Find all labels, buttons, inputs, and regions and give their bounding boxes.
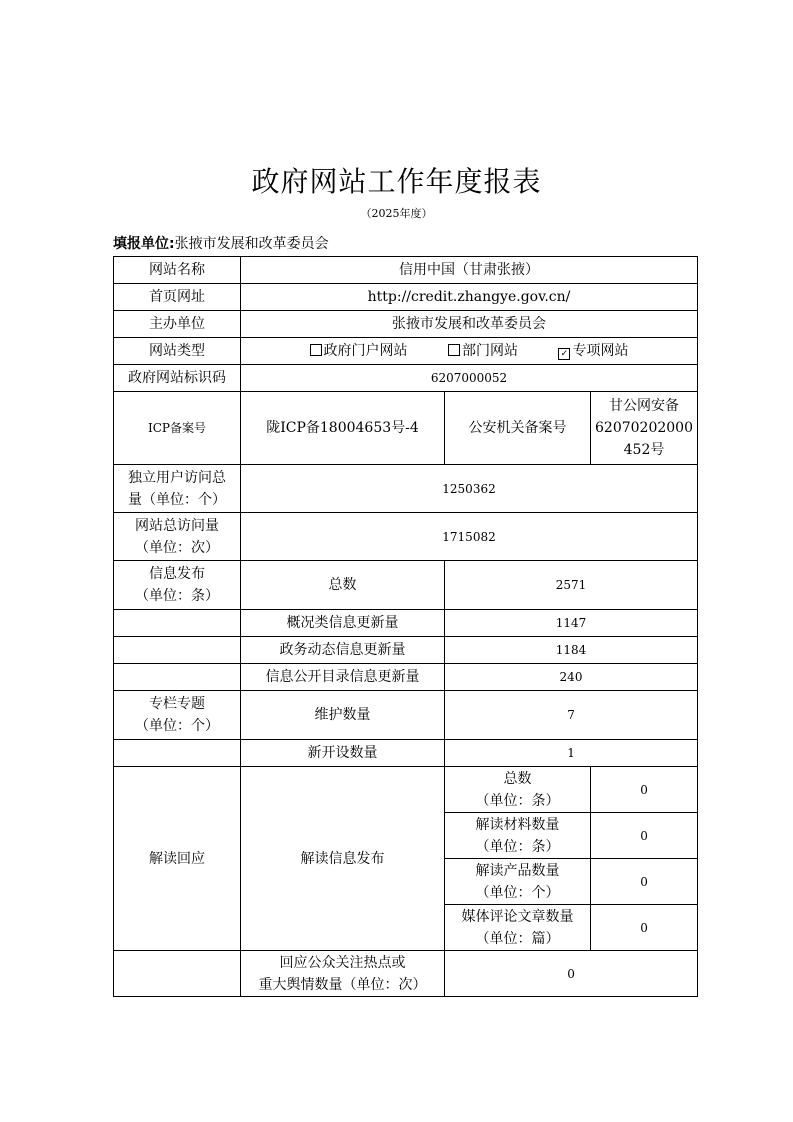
info-catalog-label: 信息公开目录信息更新量 xyxy=(241,664,445,691)
interp-label-line: （单位：条） xyxy=(475,838,560,855)
site-id-label: 政府网站标识码 xyxy=(114,365,241,392)
interp-material-value: 0 xyxy=(591,813,698,859)
interp-media-value: 0 xyxy=(591,905,698,951)
site-url-label: 首页网址 xyxy=(114,284,241,311)
filler-unit xyxy=(113,233,329,253)
police-value-line: 452号 xyxy=(623,442,665,458)
type-option-label: 专项网站 xyxy=(572,343,629,359)
interp-media-label xyxy=(445,905,591,951)
police-value xyxy=(591,392,698,465)
interp-label-line: 媒体评论文章数量 xyxy=(461,908,574,925)
police-label: 公安机关备案号 xyxy=(445,392,591,465)
interp-label-line: （单位：篇） xyxy=(475,930,560,947)
columns-new-label: 新开设数量 xyxy=(241,740,445,767)
interp-total-value: 0 xyxy=(591,767,698,813)
site-name-value: 信用中国（甘肃张掖） xyxy=(241,257,698,284)
info-total-value: 2571 xyxy=(445,561,698,610)
type-option-label: 政府门户网站 xyxy=(323,343,408,359)
response-label-line: 重大舆情数量（单位：次） xyxy=(258,976,427,993)
interp-label-line: （单位：条） xyxy=(475,792,560,809)
page-title: 政府网站工作年度报表 xyxy=(251,165,542,198)
columns-new-value: 1 xyxy=(445,740,698,767)
interpretation-label: 解读回应 xyxy=(114,767,241,951)
report-table xyxy=(113,256,698,997)
columns-label-line: 专栏专题 xyxy=(149,696,205,712)
info-total-label: 总数 xyxy=(241,561,445,610)
checkbox-department xyxy=(448,344,460,356)
filler-label: 填报单位: xyxy=(113,236,175,252)
police-value-line: 62070202000 xyxy=(595,420,693,436)
interp-label-line: 解读材料数量 xyxy=(475,816,560,833)
police-value-line: 甘公网安备 xyxy=(609,398,679,414)
uv-label xyxy=(114,465,241,513)
uv-label-line: 独立用户访问总 xyxy=(128,469,226,486)
interpretation-publish-label: 解读信息发布 xyxy=(241,767,445,951)
type-option-department xyxy=(448,340,518,362)
response-value: 0 xyxy=(445,951,698,997)
info-overview-value: 1147 xyxy=(445,610,698,637)
info-publish-label-line: 信息发布 xyxy=(149,566,205,582)
info-publish-label-line: （单位：条） xyxy=(135,588,219,604)
interp-total-label xyxy=(445,767,591,813)
report-year: （2025年度） xyxy=(360,207,433,220)
filler-value: 张掖市发展和改革委员会 xyxy=(174,236,329,252)
type-option-special xyxy=(558,340,628,362)
site-type-options xyxy=(241,338,698,365)
interp-label-line: 解读产品数量 xyxy=(475,862,560,879)
type-option-portal xyxy=(310,340,408,362)
interp-product-label xyxy=(445,859,591,905)
interp-product-value: 0 xyxy=(591,859,698,905)
icp-value: 陇ICP备18004653号-4 xyxy=(241,392,445,465)
site-url-value: http://credit.zhangye.gov.cn/ xyxy=(241,284,698,311)
columns-label-line: （单位：个） xyxy=(135,718,219,734)
host-label: 主办单位 xyxy=(114,311,241,338)
uv-value: 1250362 xyxy=(241,465,698,513)
empty-cell xyxy=(114,637,241,664)
columns-maintain-label: 维护数量 xyxy=(241,691,445,740)
pv-label xyxy=(114,513,241,561)
uv-label-line: 量（单位：个） xyxy=(128,491,226,508)
info-news-value: 1184 xyxy=(445,637,698,664)
pv-label-line: （单位：次） xyxy=(135,539,219,556)
info-overview-label: 概况类信息更新量 xyxy=(241,610,445,637)
interp-label-line: （单位：个） xyxy=(475,884,560,901)
info-news-label: 政务动态信息更新量 xyxy=(241,637,445,664)
empty-cell xyxy=(114,610,241,637)
checkbox-special: ✓ xyxy=(558,348,570,360)
checkbox-portal xyxy=(310,344,322,356)
empty-cell xyxy=(114,951,241,997)
columns-maintain-value: 7 xyxy=(445,691,698,740)
host-value: 张掖市发展和改革委员会 xyxy=(241,311,698,338)
empty-cell xyxy=(114,740,241,767)
response-label-line: 回应公众关注热点或 xyxy=(279,954,406,971)
site-id-value: 6207000052 xyxy=(241,365,698,392)
interp-material-label xyxy=(445,813,591,859)
response-label xyxy=(241,951,445,997)
info-publish-label xyxy=(114,561,241,610)
interp-label-line: 总数 xyxy=(503,770,532,787)
columns-label xyxy=(114,691,241,740)
empty-cell xyxy=(114,664,241,691)
pv-label-line: 网站总访问量 xyxy=(135,517,219,534)
info-catalog-value: 240 xyxy=(445,664,698,691)
site-name-label: 网站名称 xyxy=(114,257,241,284)
type-option-label: 部门网站 xyxy=(462,343,518,359)
site-type-label: 网站类型 xyxy=(114,338,241,365)
icp-label: ICP备案号 xyxy=(114,392,241,465)
pv-value: 1715082 xyxy=(241,513,698,561)
